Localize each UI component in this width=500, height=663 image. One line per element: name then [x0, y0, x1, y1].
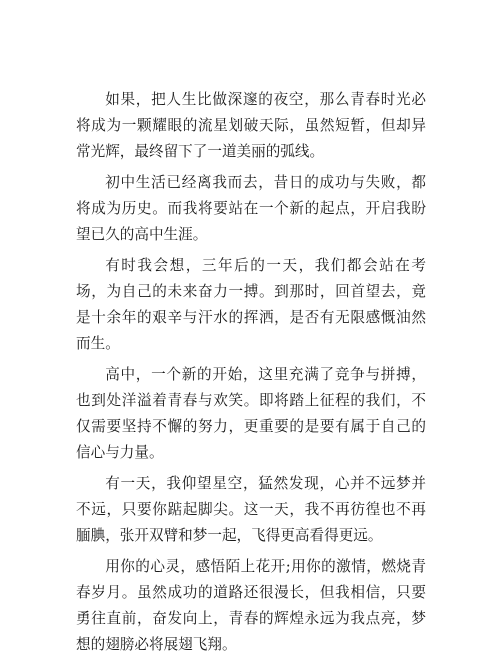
paragraph-2: 初中生活已经离我而去，昔日的成功与失败，都将成为历史。而我将要站在一个新的起点，开启我盼望已久的高中生涯。 [76, 174, 426, 243]
essay-body [76, 87, 426, 663]
paragraph-3: 有时我会想，三年后的一天，我们都会站在考场，为自己的未来奋力一搏。到那时，回首望去，竟是十余年的艰辛与汗水的挥洒，是否有无限感慨油然而生。 [76, 257, 426, 352]
paragraph-4: 高中，一个新的开始，这里充满了竞争与拼搏，也到处洋溢着青春与欢笑。即将踏上征程的我们，不仅需要坚持不懈的努力，更重要的是要有属于自己的信心与力量。 [76, 366, 426, 461]
paragraph-5: 有一天，我仰望星空，猛然发现，心并不远梦并不远，只要你踮起脚尖。这一天，我不再彷徨也不再腼腆，张开双臂和梦一起，飞得更高看得更远。 [76, 475, 426, 544]
paragraph-6: 用你的心灵，感悟陌上花开;用你的激情，燃烧青春岁月。虽然成功的道路还很漫长，但我相信，只要勇往直前，奋发向上，青春的辉煌永远为我点亮，梦想的翅膀必将展翅飞翔。 [76, 558, 426, 653]
paragraph-1: 如果，把人生比做深邃的夜空，那么青春时光必将成为一颗耀眼的流星划破天际，虽然短暂，但却异常光辉，最终留下了一道美丽的弧线。 [76, 91, 426, 160]
